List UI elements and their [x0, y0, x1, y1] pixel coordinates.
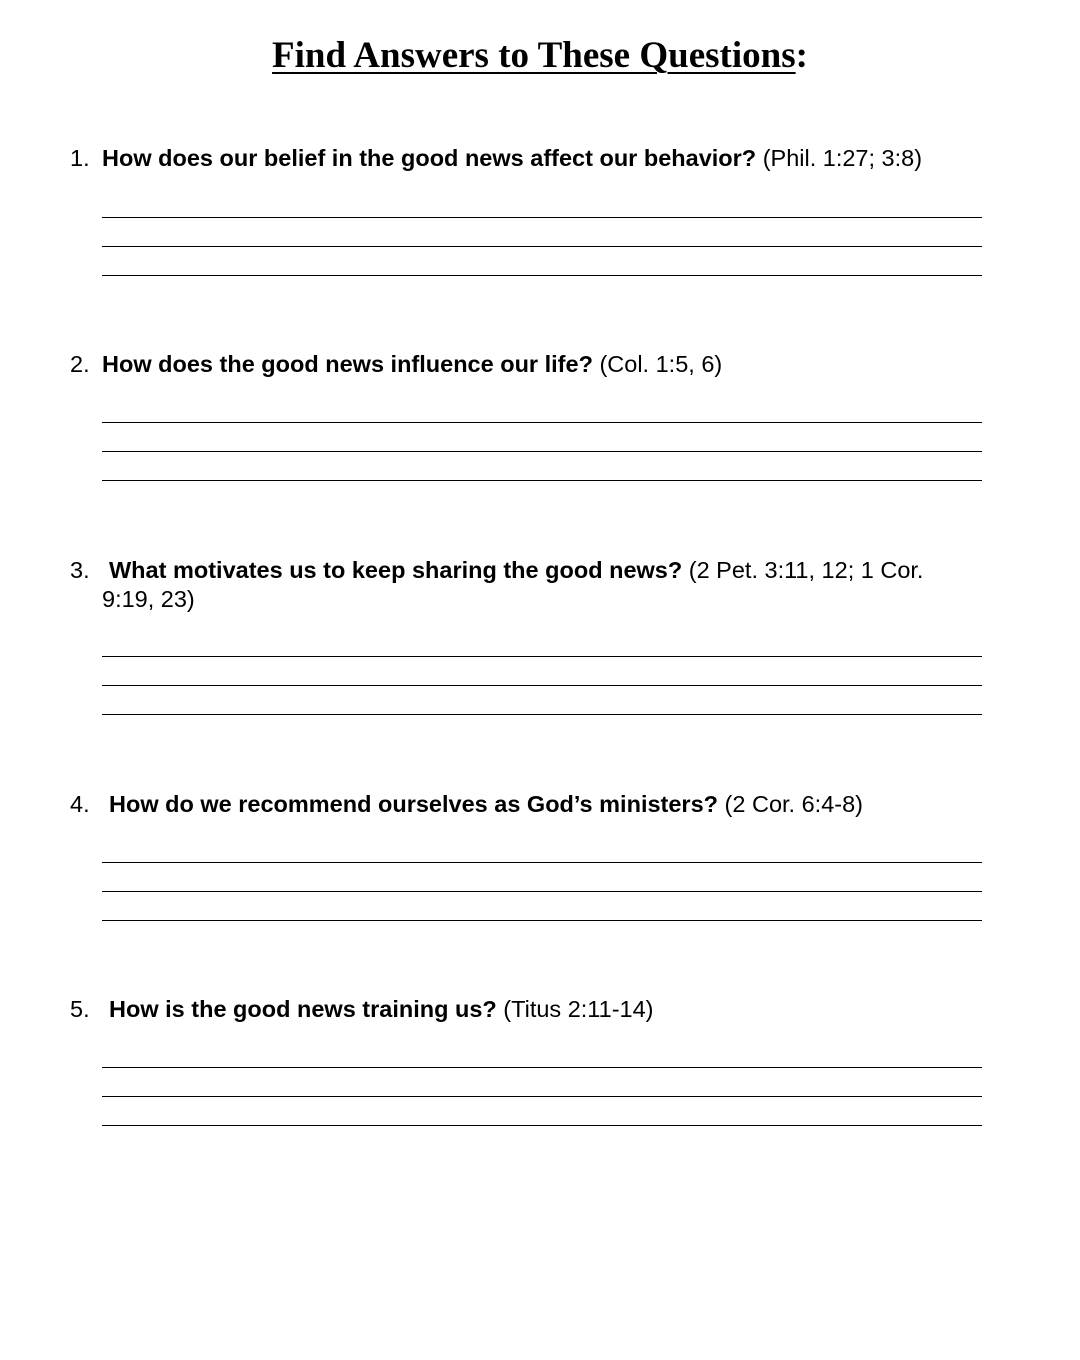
question-5	[70, 995, 982, 1024]
page-title-text: Find Answers to These Questions	[272, 35, 796, 76]
question-3	[70, 556, 982, 614]
scripture-reference: (2 Cor. 6:4-8)	[724, 791, 863, 817]
answer-line[interactable]	[102, 217, 982, 218]
answer-line[interactable]	[102, 1067, 982, 1068]
question-text: How does the good news influence our life?	[102, 351, 593, 377]
question-number: 2.	[70, 351, 90, 377]
answer-line[interactable]	[102, 920, 982, 921]
question-text: How is the good news training us?	[109, 996, 497, 1022]
answer-line[interactable]	[102, 451, 982, 452]
answer-line[interactable]	[102, 862, 982, 863]
question-1	[70, 144, 982, 173]
scripture-reference: (Col. 1:5, 6)	[599, 351, 723, 377]
answer-line[interactable]	[102, 275, 982, 276]
answer-line[interactable]	[102, 246, 982, 247]
question-text: How do we recommend ourselves as God’s ministers?	[109, 791, 719, 817]
answer-line[interactable]	[102, 685, 982, 686]
scripture-reference: (2 Pet. 3:11, 12; 1 Cor.	[688, 557, 924, 583]
question-text: How does our belief in the good news affect our behavior?	[102, 145, 757, 171]
answer-line[interactable]	[102, 480, 982, 481]
question-number: 4.	[70, 791, 90, 817]
scripture-reference: (Titus 2:11-14)	[503, 996, 654, 1022]
answer-line[interactable]	[102, 714, 982, 715]
answer-line[interactable]	[102, 656, 982, 657]
scripture-reference-continued: 9:19, 23)	[102, 586, 195, 612]
question-4	[70, 790, 982, 819]
page-title	[0, 34, 1080, 78]
page-title-colon: :	[795, 35, 808, 76]
scripture-reference: (Phil. 1:27; 3:8)	[762, 145, 923, 171]
answer-line[interactable]	[102, 422, 982, 423]
answer-line[interactable]	[102, 891, 982, 892]
question-number: 5.	[70, 996, 90, 1022]
question-2	[70, 350, 982, 379]
answer-line[interactable]	[102, 1096, 982, 1097]
question-text: What motivates us to keep sharing the good news?	[109, 557, 683, 583]
answer-line[interactable]	[102, 1125, 982, 1126]
question-number: 3.	[70, 557, 90, 583]
question-number: 1.	[70, 145, 90, 171]
